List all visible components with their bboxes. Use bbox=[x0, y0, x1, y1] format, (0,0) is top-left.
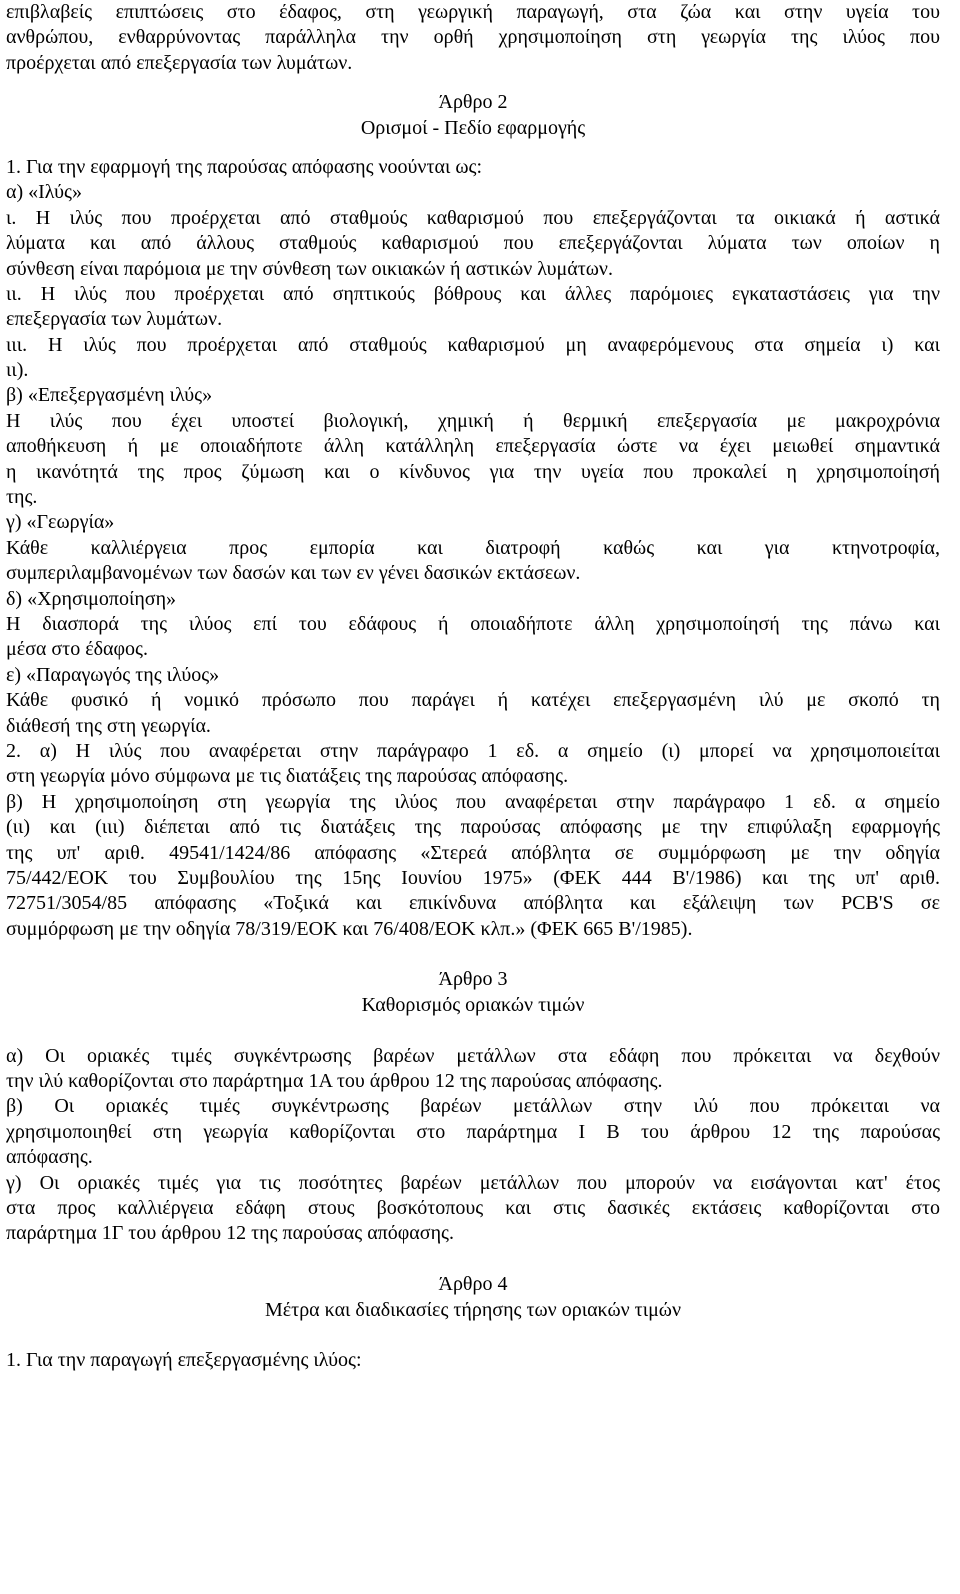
text-line: α) «Ιλύς» bbox=[6, 181, 82, 204]
text-line: στη γεωργία μόνο σύμφωνα με τις διατάξεις της παρούσας απόφασης. bbox=[6, 765, 569, 788]
text-line: Η ιλύς που έχει υποστεί βιολογική, χημική ή θερμική επεξεργασία με μακροχρόνια bbox=[6, 409, 940, 432]
text-line: λύματα και από άλλους σταθμούς καθαρισμού που επεξεργάζονται λύματα των οποίων η bbox=[6, 232, 940, 255]
spacer bbox=[6, 76, 940, 90]
article-3 bbox=[6, 967, 940, 1246]
text-line: 1. Για την εφαρμογή της παρούσας απόφασης νοούνται ως: bbox=[6, 155, 483, 178]
text-line: ιι. Η ιλύς που προέρχεται από σηπτικούς βόθρους και άλλες παρόμοιες εγκαταστάσεις για την bbox=[6, 282, 940, 305]
text-line: της. bbox=[6, 486, 38, 509]
text-line: συμπεριλαμβανομένων των δασών και των εν γένει δασικών εκτάσεων. bbox=[6, 562, 581, 585]
article-heading: Άρθρο 2 bbox=[438, 91, 508, 114]
text-line: δ) «Χρησιμοποίηση» bbox=[6, 587, 177, 610]
article-title: Ορισμοί - Πεδίο εφαρμογής bbox=[360, 116, 586, 139]
text-line: β) «Επεξεργασμένη ιλύς» bbox=[6, 384, 213, 407]
article-4 bbox=[6, 1272, 940, 1374]
text-line: η ικανότητά της προς ζύμωση και ο κίνδυνος για την υγεία που προκαλεί η χρησιμοποίησή bbox=[6, 460, 940, 483]
text-line: Κάθε καλλιέργεια προς εμπορία και διατροφή καθώς και για κτηνοτροφία, bbox=[6, 536, 940, 559]
text-line: επεξεργασία των λυμάτων. bbox=[6, 308, 223, 331]
text-line: Κάθε φυσικό ή νομικό πρόσωπο που παράγει ή κατέχει επεξεργασμένη ιλύ με σκοπό τη bbox=[6, 689, 940, 712]
document-page bbox=[6, 0, 940, 1374]
spacer bbox=[6, 1247, 940, 1272]
text-line: αποθήκευση ή με οποιαδήποτε άλλη κατάλληλη επεξεργασία ώστε να έχει μειωθεί σημαντικά bbox=[6, 435, 940, 458]
text-line: διάθεσή της στη γεωργία. bbox=[6, 714, 211, 737]
text-line: ι. Η ιλύς που προέρχεται από σταθμούς καθαρισμού που επεξεργάζονται τα οικιακά ή αστικά bbox=[6, 206, 940, 229]
text-line: α) Οι οριακές τιμές συγκέντρωσης βαρέων μετάλλων στα εδάφη που πρόκειται να δεχθούν bbox=[6, 1044, 940, 1067]
text-line: την ιλύ καθορίζονται στο παράρτημα 1Α του άρθρου 12 της παρούσας απόφασης. bbox=[6, 1070, 663, 1093]
text-line: γ) Οι οριακές τιμές για τις ποσότητες βαρέων μετάλλων που μπορούν να εισάγονται κατ' έτος bbox=[6, 1171, 940, 1194]
text-line: σύνθεση είναι παρόμοια με την σύνθεση των οικιακών ή αστικών λυμάτων. bbox=[6, 257, 613, 280]
text-line: ιιι. Η ιλύς που προέρχεται από σταθμούς καθαρισμού μη αναφερόμενους στα σημεία ι) και bbox=[6, 333, 940, 356]
text-line: β) Η χρησιμοποίηση στη γεωργία της ιλύος που αναφέρεται στην παράγραφο 1 εδ. α σημείο bbox=[6, 790, 940, 813]
text-line: ε) «Παραγωγός της ιλύος» bbox=[6, 663, 220, 686]
text-line: 72751/3054/85 απόφασης «Τοξικά και επικίνδυνα απόβλητα και εξάλειψη των PCB'S σε bbox=[6, 892, 940, 915]
article-heading: Άρθρο 4 bbox=[438, 1273, 508, 1296]
text-line: ιι). bbox=[6, 359, 29, 382]
text-line: 2. α) Η ιλύς που αναφέρεται στην παράγραφο 1 εδ. α σημείο (ι) μπορεί να χρησιμοποιείται bbox=[6, 739, 940, 762]
text-line: γ) «Γεωργία» bbox=[6, 511, 115, 534]
intro-paragraph bbox=[6, 0, 940, 76]
text-line: μέσα στο έδαφος. bbox=[6, 638, 148, 661]
text-line: στα προς καλλιέργεια εδάφη στους βοσκότοπους και στις δασικές εκτάσεις καθορίζονται στο bbox=[6, 1196, 940, 1219]
text-line: ανθρώπου, ενθαρρύνοντας παράλληλα την ορθή χρησιμοποίηση στη γεωργία της ιλύος που bbox=[6, 26, 940, 49]
text-line: Η διασπορά της ιλύος επί του εδάφους ή οποιαδήποτε άλλη χρησιμοποίησή της πάνω και bbox=[6, 612, 940, 635]
article-title: Μέτρα και διαδικασίες τήρησης των οριακών τιμών bbox=[264, 1298, 682, 1321]
text-line: χρησιμοποιηθεί στη γεωργία καθορίζονται στο παράρτημα Ι Β του άρθρου 12 της παρούσας bbox=[6, 1120, 940, 1143]
text-line: β) Οι οριακές τιμές συγκέντρωσης βαρέων μετάλλων στην ιλύ που πρόκειται να bbox=[6, 1095, 940, 1118]
text-line: απόφασης. bbox=[6, 1146, 93, 1169]
text-line: επιβλαβείς επιπτώσεις στο έδαφος, στη γεωργική παραγωγή, στα ζώα και στην υγεία του bbox=[6, 1, 940, 23]
text-line: 1. Για την παραγωγή επεξεργασμένης ιλύος: bbox=[6, 1349, 362, 1372]
article-title: Καθορισμός οριακών τιμών bbox=[361, 993, 585, 1016]
spacer bbox=[6, 942, 940, 967]
text-line: συμμόρφωση με την οδηγία 78/319/ΕΟΚ και 76/408/ΕΟΚ κλπ.» (ΦΕΚ 665 Β'/1985). bbox=[6, 917, 693, 940]
text-line: προέρχεται από επεξεργασία των λυμάτων. bbox=[6, 51, 353, 74]
article-2 bbox=[6, 90, 940, 942]
spacer bbox=[6, 1018, 940, 1043]
text-line: 75/442/ΕΟΚ του Συμβουλίου της 15ης Ιουνίου 1975» (ΦΕΚ 444 Β'/1986) και της υπ' αριθ. bbox=[6, 866, 940, 889]
spacer bbox=[6, 141, 940, 155]
spacer bbox=[6, 1323, 940, 1348]
text-line: της υπ' αριθ. 49541/1424/86 απόφασης «Στερεά απόβλητα σε συμμόρφωση με την οδηγία bbox=[6, 841, 940, 864]
article-heading: Άρθρο 3 bbox=[438, 968, 508, 991]
text-line: (ιι) και (ιιι) διέπεται από τις διατάξεις της παρούσας απόφασης με την επιφύλαξη εφαρμογής bbox=[6, 816, 940, 839]
text-line: παράρτημα 1Γ του άρθρου 12 της παρούσας απόφασης. bbox=[6, 1222, 454, 1245]
